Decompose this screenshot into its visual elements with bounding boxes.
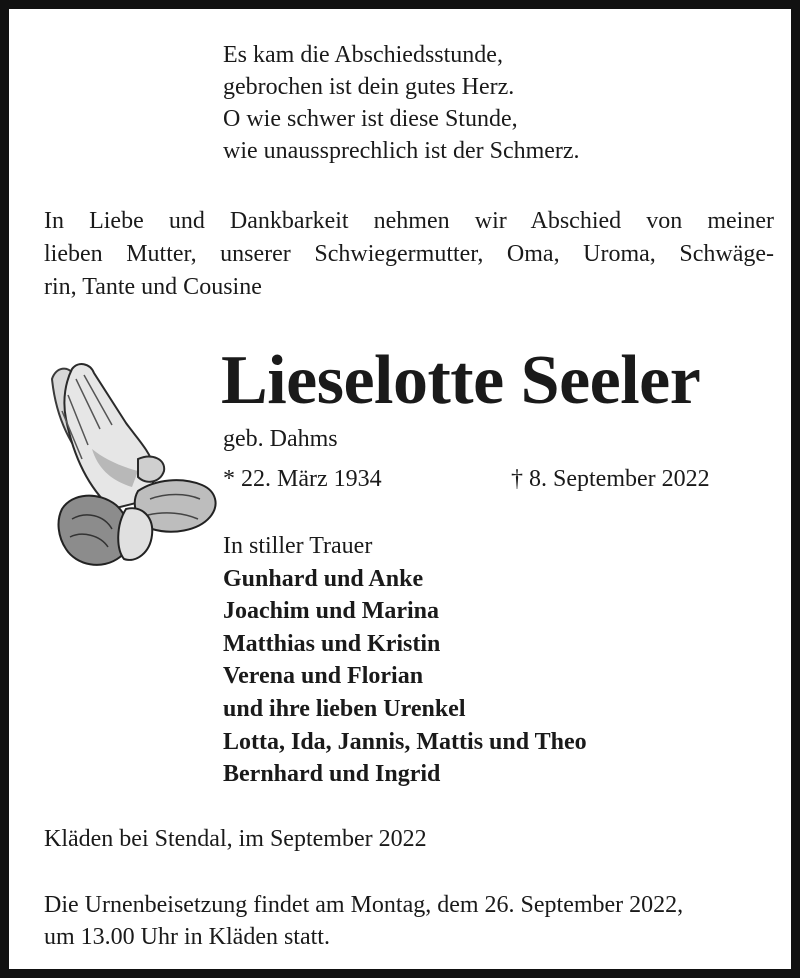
mourner-entry: und ihre lieben Urenkel [223,695,466,722]
memorial-poem [223,39,580,167]
deceased-name: Lieselotte Seeler [221,342,701,419]
maiden-name: geb. Dahms [223,426,338,452]
burial-line: um 13.00 Uhr in Kläden statt. [44,924,330,950]
praying-hands-icon [42,359,222,574]
poem-line: Es kam die Abschiedsstunde, [223,42,503,68]
mourner-entry: Joachim und Marina [223,598,440,625]
farewell-intro [44,205,774,304]
burial-line: Die Urnenbeisetzung findet am Montag, dem 26. September 2022, [44,892,684,918]
mourner-entry: Matthias und Kristin [223,630,441,657]
poem-line: wie unaussprechlich ist der Schmerz. [223,138,580,164]
mourner-entry: Gunhard und Anke [223,565,424,592]
mourners-list [223,530,587,791]
mourner-entry: Lotta, Ida, Jannis, Mattis und Theo [223,728,587,755]
intro-line: rin, Tante und Cousine [44,274,262,300]
burial-notice [44,889,683,953]
poem-line: gebrochen ist dein gutes Herz. [223,74,515,100]
mourners-intro: In stiller Trauer [223,533,373,559]
intro-line: lieben Mutter, unserer Schwiegermutter, Oma, Uroma, Schwäge- [44,241,774,267]
place-and-date: Kläden bei Stendal, im September 2022 [44,826,427,852]
mourner-entry: Bernhard und Ingrid [223,761,441,788]
death-date: † 8. September 2022 [511,466,710,492]
birth-date: * 22. März 1934 [223,466,382,492]
mourner-entry: Verena und Florian [223,663,424,690]
intro-line: In Liebe und Dankbarkeit nehmen wir Abschied von meiner [44,208,774,234]
poem-line: O wie schwer ist diese Stunde, [223,106,518,132]
